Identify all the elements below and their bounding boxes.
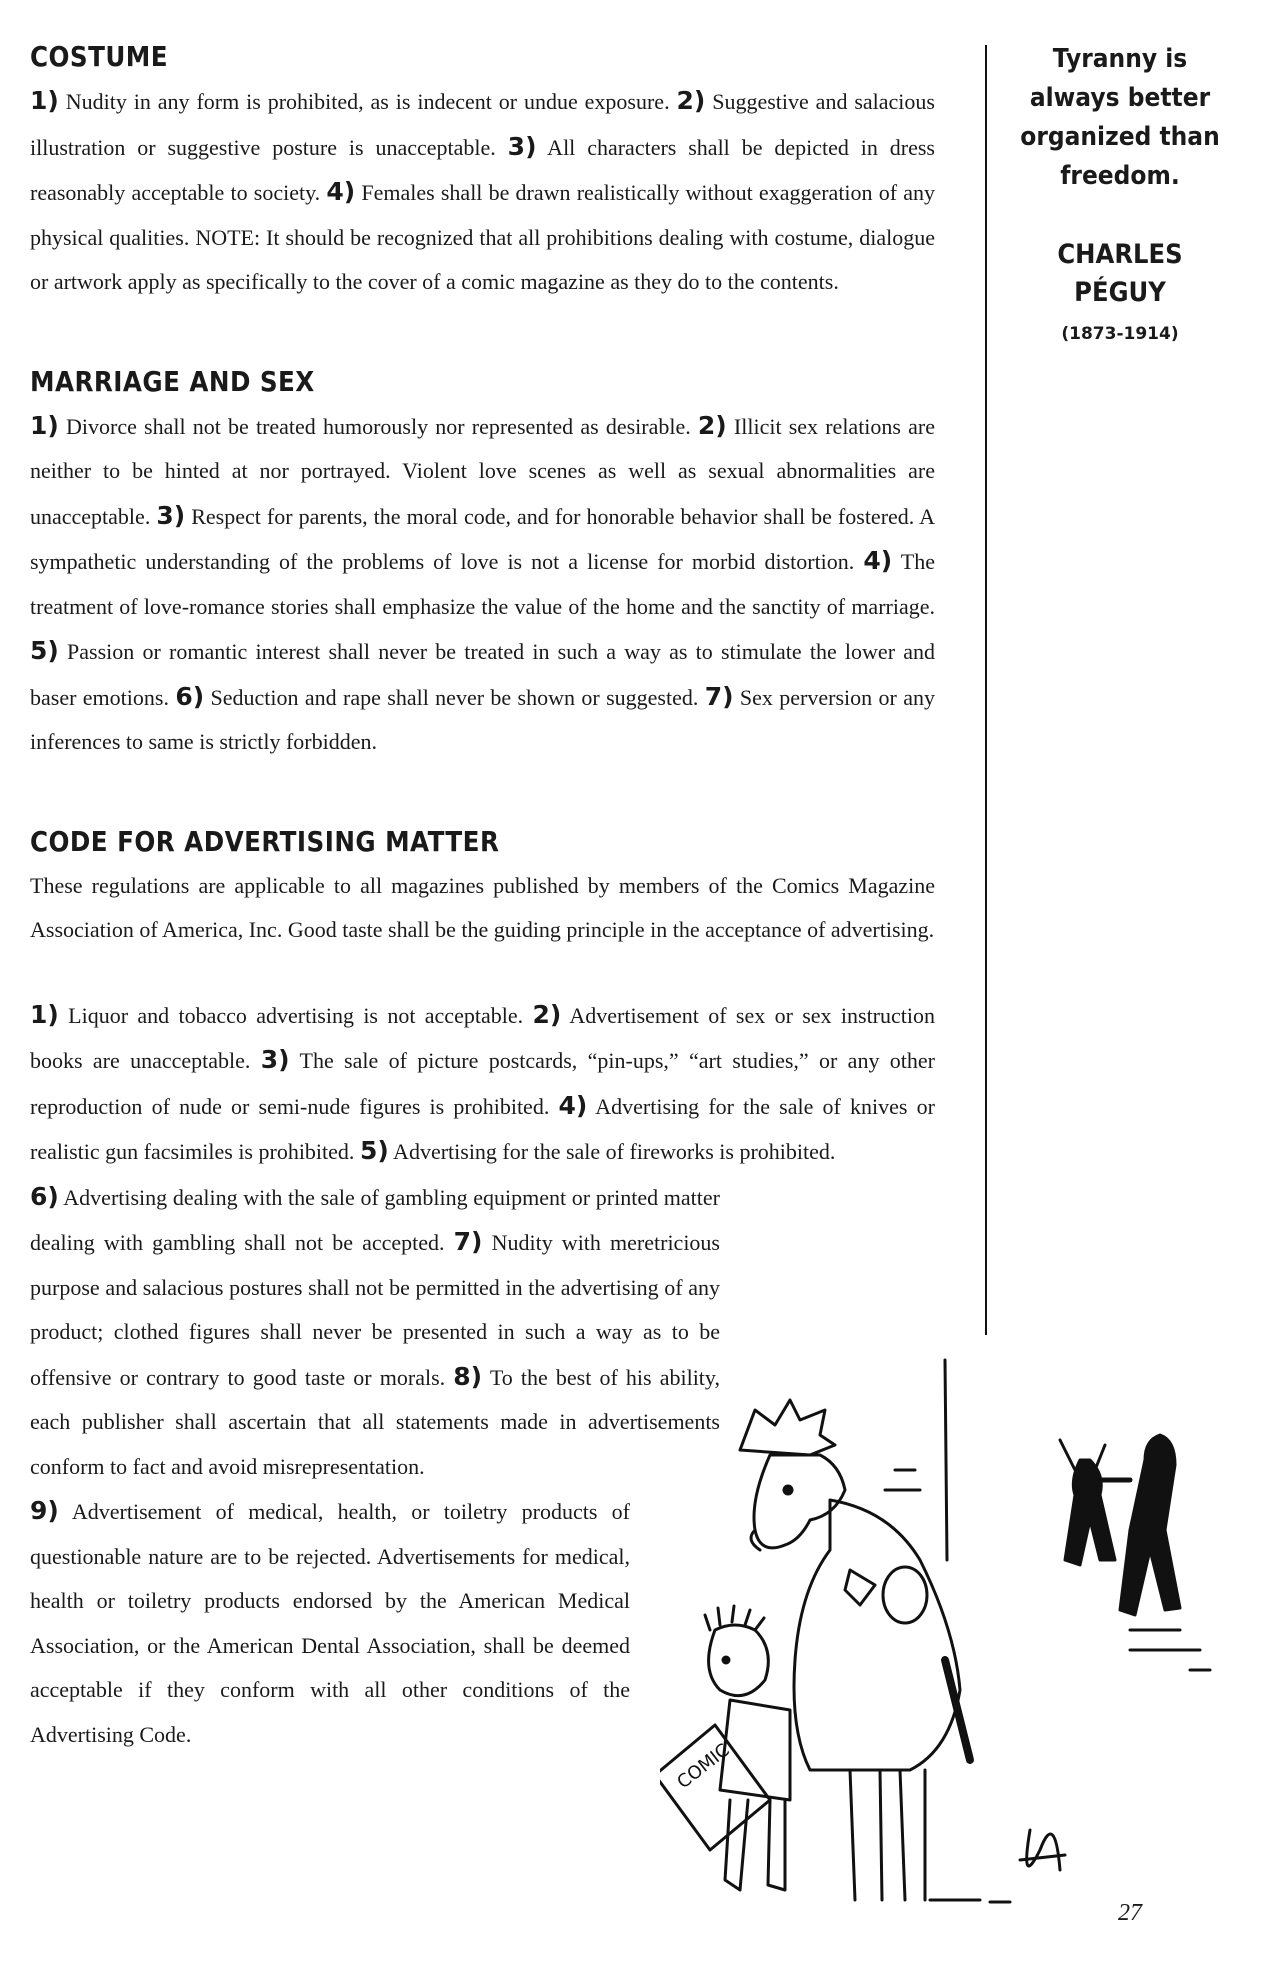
item-text: The treatment of love-romance stories shall emphasize the value of the home and the sanctity of marriage. — [30, 549, 935, 619]
item-number: 1) — [30, 999, 59, 1029]
item-text: Suggestive and salacious illustration or suggestive posture is unacceptable. — [30, 89, 935, 160]
item-number: 5) — [30, 636, 59, 665]
item-number: 4) — [863, 546, 893, 575]
item-number: 9) — [30, 1496, 59, 1525]
section-title-costume: COSTUME — [30, 40, 169, 73]
marriage-body — [30, 404, 935, 765]
item-number: 4) — [326, 177, 356, 206]
signature-text: A. — [1055, 1890, 1057, 1891]
item-text: Respect for parents, the moral code, and for honorable behavior shall be fostered. A sympathetic understanding of the problems of love is not a license for morbid distortion. — [30, 503, 935, 574]
item-number: 2) — [532, 999, 562, 1029]
item-text: To the best of his ability, each publisher shall ascertain that all statements made in advertisements conform to fact and avoid misrepresentation. — [30, 1364, 720, 1479]
item-text: Advertising for the sale of knives or realistic gun facsimiles is prohibited. — [30, 1093, 935, 1164]
item-text: Advertising dealing with the sale of gambling equipment or printed matter dealing with gambling shall not be accepted. — [30, 1184, 720, 1255]
item-number: 3) — [260, 1045, 290, 1074]
wall-edge — [945, 1360, 947, 1560]
police-hat — [740, 1400, 835, 1455]
quote-author: CHARLES PÉGUY — [1057, 239, 1183, 308]
item-number: 3) — [156, 500, 186, 530]
advertising-items-body — [30, 993, 935, 1175]
advertising-items-body-narrow — [30, 1175, 720, 1490]
section-title-marriage: MARRIAGE AND SEX — [30, 364, 315, 398]
robber-silhouette — [1120, 1435, 1180, 1615]
quote-years: (1873-1914) — [1061, 324, 1179, 344]
item-number: 6) — [30, 1181, 59, 1211]
advertising-intro: These regulations are applicable to all magazines published by members of the Comics Magazine Association of America, Inc. Good taste shall be the guiding principle in the acceptance of advertising. — [30, 872, 935, 942]
boy-head — [709, 1625, 769, 1696]
section-advertising — [30, 825, 935, 953]
item-number: 2) — [697, 410, 727, 440]
item-text: Illicit sex relations are neither to be hinted at nor portrayed. Violent love scenes as well as sexual abnormalities are unacceptable. — [30, 413, 936, 529]
boy-body — [720, 1700, 790, 1800]
item-number: 5) — [359, 1136, 389, 1165]
page-number: 27 — [1118, 1900, 1142, 1926]
sidebar-divider — [985, 45, 987, 1335]
item-text: Passion or romantic interest shall never be treated in such a way as to stimulate the lower and baser emotions. — [30, 639, 935, 710]
item-number: 8) — [453, 1361, 483, 1391]
item-text: The sale of picture postcards, “pin-ups,” “art studies,” or any other reproduction of nude or semi-nude figures is prohibited. — [30, 1048, 935, 1119]
cartoon-illustration — [660, 1330, 1220, 1920]
item-number: 1) — [30, 86, 59, 115]
item-number: 1) — [30, 410, 59, 440]
item-text: Liquor and tobacco advertising is not acceptable. — [58, 1002, 533, 1028]
item-text: Nudity with meretricious purpose and salacious postures shall not be permitted in the advertising of any product; clothed figures shall never be presented in such a way as to be offensive or contrary to good taste or morals. — [30, 1230, 720, 1390]
artist-signature — [1020, 1830, 1065, 1870]
item-text: Nudity in any form is prohibited, as is indecent or undue exposure. — [58, 89, 677, 114]
advertising-items-body-narrower — [30, 1489, 630, 1757]
item-number: 2) — [676, 86, 706, 115]
item-text: Females shall be drawn realistically without exaggeration of any physical qualities. NOTE: It should be recognized that all prohibitions dealing with costume, dialogue or artwork apply as specifically to the cover of a comic magazine as they do to the contents. — [30, 180, 936, 294]
item-text: Advertising for the sale of fireworks is prohibited. — [388, 1139, 836, 1164]
section-costume — [30, 40, 935, 305]
victim-silhouette — [1065, 1460, 1115, 1565]
patch — [883, 1567, 927, 1623]
section-title-advertising: CODE FOR ADVERTISING MATTER — [30, 824, 500, 858]
badge-star — [845, 1570, 875, 1605]
item-text: Divorce shall not be treated humorously nor represented as desirable. — [58, 413, 698, 439]
item-text: Advertisement of medical, health, or toiletry products of questionable nature are to be rejected. Advertisements for medical, health or toiletry products endorsed by the American Medical Association, or the American Dental Association, shall be deemed acceptable if they conform with all other conditions of the Advertising Code. — [30, 1499, 630, 1747]
comic-label: COMIC — [673, 1739, 734, 1794]
item-text: Sex perversion or any inferences to same is strictly forbidden. — [30, 684, 935, 754]
quote-text: Tyranny is always better organized than freedom. — [1020, 44, 1220, 191]
sidebar-quote — [1000, 40, 1240, 344]
policeman-body — [794, 1500, 960, 1770]
section-marriage — [30, 365, 935, 765]
item-number: 7) — [704, 681, 734, 711]
item-number: 3) — [507, 131, 537, 161]
item-text: All characters shall be depicted in dress reasonably acceptable to society. — [30, 134, 935, 205]
item-number: 6) — [175, 681, 205, 711]
item-number: 4) — [558, 1090, 588, 1120]
item-text: Seduction and rape shall never be shown or suggested. — [204, 684, 705, 710]
costume-body — [30, 79, 935, 305]
item-text: Advertisement of sex or sex instruction books are unacceptable. — [30, 1002, 935, 1073]
item-number: 7) — [453, 1227, 483, 1256]
